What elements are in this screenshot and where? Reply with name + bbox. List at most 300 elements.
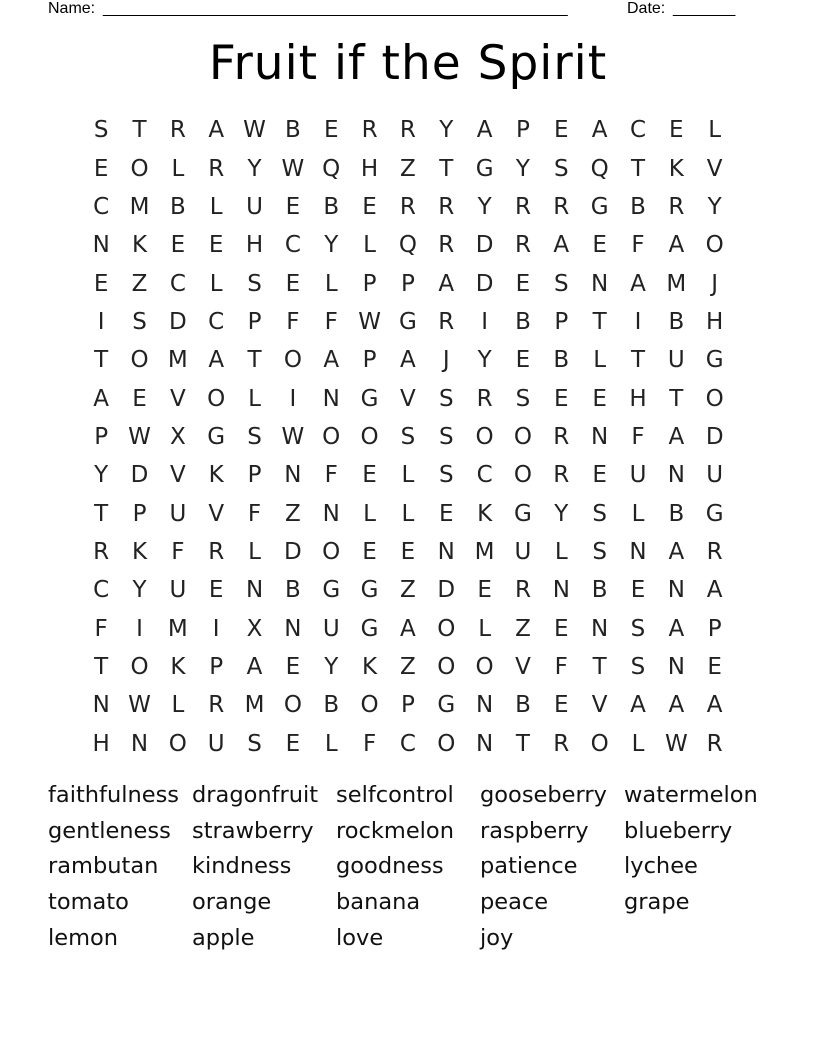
grid-letter[interactable]: R: [93, 538, 110, 565]
grid-letter[interactable]: L: [209, 193, 223, 220]
grid-letter[interactable]: P: [209, 653, 224, 680]
grid-letter[interactable]: V: [208, 500, 225, 527]
grid-letter[interactable]: O: [322, 538, 341, 565]
grid-letter[interactable]: B: [668, 500, 685, 527]
grid-letter[interactable]: B: [591, 577, 608, 604]
grid-letter[interactable]: E: [285, 730, 301, 757]
grid-letter[interactable]: H: [360, 155, 379, 182]
grid-letter[interactable]: O: [360, 692, 379, 719]
grid-letter[interactable]: Y: [515, 155, 530, 182]
grid-letter[interactable]: Y: [94, 462, 109, 489]
grid-letter[interactable]: V: [169, 462, 186, 489]
grid-letter[interactable]: L: [324, 270, 338, 297]
grid-letter[interactable]: P: [554, 308, 569, 335]
grid-letter[interactable]: E: [669, 117, 684, 144]
grid-letter[interactable]: I: [481, 308, 488, 335]
grid-letter[interactable]: N: [284, 615, 302, 642]
grid-letter[interactable]: U: [706, 462, 724, 489]
word-bank-item: gentleness: [48, 817, 171, 844]
grid-letter[interactable]: E: [554, 385, 569, 412]
grid-letter[interactable]: G: [399, 308, 417, 335]
grid-letter[interactable]: R: [514, 577, 531, 604]
grid-letter[interactable]: T: [94, 347, 109, 374]
grid-letter[interactable]: T: [132, 117, 147, 144]
grid-letter[interactable]: B: [553, 347, 570, 374]
grid-letter[interactable]: R: [553, 193, 570, 220]
grid-letter[interactable]: N: [667, 653, 685, 680]
grid-letter[interactable]: L: [171, 692, 185, 719]
grid-letter[interactable]: Y: [477, 347, 492, 374]
grid-letter[interactable]: F: [362, 730, 377, 757]
grid-letter[interactable]: O: [360, 423, 379, 450]
grid-letter[interactable]: L: [554, 538, 568, 565]
grid-letter[interactable]: N: [591, 270, 609, 297]
grid-letter[interactable]: R: [706, 730, 723, 757]
grid-letter[interactable]: A: [668, 538, 685, 565]
grid-letter[interactable]: T: [515, 730, 530, 757]
grid-letter[interactable]: W: [281, 155, 305, 182]
grid-letter[interactable]: A: [668, 232, 685, 259]
grid-letter[interactable]: K: [131, 232, 148, 259]
grid-letter[interactable]: R: [514, 232, 531, 259]
grid-letter[interactable]: L: [593, 347, 607, 374]
grid-letter[interactable]: E: [554, 615, 569, 642]
grid-letter[interactable]: K: [668, 155, 684, 182]
grid-letter[interactable]: X: [246, 615, 263, 642]
grid-letter[interactable]: R: [514, 193, 531, 220]
grid-letter[interactable]: V: [591, 692, 608, 719]
word-bank-item: watermelon: [624, 782, 758, 808]
grid-letter[interactable]: E: [592, 232, 607, 259]
grid-letter[interactable]: J: [442, 347, 450, 374]
grid-letter[interactable]: A: [438, 270, 455, 297]
grid-letter[interactable]: T: [669, 385, 684, 412]
grid-letter[interactable]: O: [437, 653, 456, 680]
grid-letter[interactable]: N: [476, 730, 494, 757]
grid-letter[interactable]: N: [322, 500, 340, 527]
grid-letter[interactable]: O: [168, 730, 187, 757]
grid-letter[interactable]: G: [207, 423, 226, 450]
grid-letter[interactable]: B: [668, 308, 685, 335]
grid-letter[interactable]: P: [400, 270, 415, 297]
grid-letter[interactable]: S: [592, 500, 607, 527]
grid-letter[interactable]: B: [630, 193, 646, 220]
grid-letter[interactable]: Q: [398, 232, 417, 259]
grid-letter[interactable]: E: [477, 577, 492, 604]
grid-letter[interactable]: D: [284, 538, 302, 565]
grid-letter[interactable]: E: [362, 462, 377, 489]
grid-letter[interactable]: F: [324, 462, 338, 489]
grid-letter[interactable]: C: [399, 730, 416, 757]
grid-letter[interactable]: A: [706, 577, 723, 604]
grid-letter[interactable]: K: [477, 500, 493, 527]
grid-letter[interactable]: H: [629, 385, 647, 412]
grid-letter[interactable]: A: [246, 653, 263, 680]
grid-letter[interactable]: L: [248, 538, 261, 565]
grid-letter[interactable]: Y: [132, 577, 147, 604]
grid-letter[interactable]: B: [169, 193, 186, 220]
grid-letter[interactable]: G: [705, 500, 724, 527]
grid-letter[interactable]: R: [668, 193, 685, 220]
grid-letter[interactable]: K: [170, 653, 186, 680]
grid-letter[interactable]: A: [630, 692, 646, 719]
grid-letter[interactable]: E: [515, 270, 531, 297]
grid-letter[interactable]: Z: [515, 615, 531, 642]
grid-letter[interactable]: O: [130, 155, 149, 182]
grid-letter[interactable]: E: [208, 232, 224, 259]
grid-letter[interactable]: A: [400, 615, 416, 642]
grid-letter[interactable]: L: [363, 500, 376, 527]
grid-letter[interactable]: M: [167, 615, 188, 642]
grid-letter[interactable]: A: [668, 692, 685, 719]
grid-letter[interactable]: O: [207, 385, 226, 412]
grid-letter[interactable]: C: [208, 308, 225, 335]
grid-letter[interactable]: W: [243, 117, 266, 144]
grid-letter[interactable]: M: [474, 538, 495, 565]
grid-letter[interactable]: I: [97, 308, 105, 335]
grid-letter[interactable]: S: [132, 308, 147, 335]
grid-letter[interactable]: U: [169, 577, 187, 604]
grid-letter[interactable]: S: [438, 462, 454, 489]
grid-letter[interactable]: T: [592, 653, 607, 680]
grid-letter[interactable]: A: [208, 347, 225, 374]
grid-letter[interactable]: D: [130, 462, 149, 489]
grid-letter[interactable]: S: [438, 385, 454, 412]
grid-letter[interactable]: P: [132, 500, 147, 527]
grid-letter[interactable]: P: [247, 308, 262, 335]
grid-letter[interactable]: R: [208, 538, 225, 565]
grid-letter[interactable]: E: [592, 462, 607, 489]
grid-letter[interactable]: N: [552, 577, 570, 604]
grid-letter[interactable]: F: [631, 423, 645, 450]
grid-letter[interactable]: E: [285, 270, 301, 297]
grid-letter[interactable]: K: [362, 653, 378, 680]
grid-letter[interactable]: S: [400, 423, 416, 450]
grid-letter[interactable]: R: [706, 538, 723, 565]
grid-letter[interactable]: F: [247, 500, 262, 527]
grid-letter[interactable]: G: [437, 692, 456, 719]
grid-letter[interactable]: R: [553, 730, 570, 757]
word-bank-item: apple: [192, 924, 255, 951]
grid-letter[interactable]: I: [212, 615, 220, 642]
grid-letter[interactable]: O: [513, 423, 532, 450]
grid-letter[interactable]: U: [629, 462, 647, 489]
grid-letter[interactable]: Q: [322, 155, 341, 182]
grid-letter[interactable]: L: [708, 117, 722, 144]
grid-letter[interactable]: A: [591, 117, 608, 144]
grid-letter[interactable]: N: [322, 385, 340, 412]
grid-letter[interactable]: Q: [590, 155, 609, 182]
grid-letter[interactable]: V: [515, 653, 531, 680]
grid-letter[interactable]: N: [667, 462, 685, 489]
grid-letter[interactable]: B: [285, 577, 301, 604]
grid-letter[interactable]: T: [592, 308, 607, 335]
grid-letter[interactable]: D: [705, 423, 724, 450]
grid-letter[interactable]: Y: [477, 193, 492, 220]
grid-letter[interactable]: E: [554, 692, 569, 719]
grid-letter[interactable]: R: [361, 117, 378, 144]
grid-letter[interactable]: F: [554, 653, 568, 680]
grid-letter[interactable]: S: [553, 155, 569, 182]
grid-letter[interactable]: E: [285, 653, 301, 680]
grid-letter[interactable]: M: [129, 193, 150, 220]
grid-letter[interactable]: L: [401, 462, 415, 489]
grid-letter[interactable]: E: [323, 117, 339, 144]
grid-letter[interactable]: N: [92, 692, 110, 719]
grid-letter[interactable]: A: [208, 117, 225, 144]
grid-letter[interactable]: E: [362, 193, 377, 220]
grid-letter[interactable]: C: [169, 270, 186, 297]
grid-letter[interactable]: O: [590, 730, 609, 757]
grid-letter[interactable]: L: [363, 232, 376, 259]
grid-letter[interactable]: D: [169, 308, 187, 335]
grid-letter[interactable]: B: [515, 692, 531, 719]
grid-letter[interactable]: E: [438, 500, 454, 527]
grid-letter[interactable]: O: [437, 615, 456, 642]
grid-letter[interactable]: O: [130, 653, 149, 680]
grid-letter[interactable]: P: [362, 270, 377, 297]
grid-letter[interactable]: L: [631, 730, 645, 757]
grid-letter[interactable]: G: [322, 577, 341, 604]
grid-letter[interactable]: N: [245, 577, 264, 604]
grid-letter[interactable]: X: [169, 423, 186, 450]
grid-letter[interactable]: E: [132, 385, 147, 412]
grid-letter[interactable]: T: [630, 347, 646, 374]
grid-letter[interactable]: U: [246, 193, 263, 220]
grid-letter[interactable]: S: [553, 270, 569, 297]
grid-letter[interactable]: S: [247, 423, 262, 450]
grid-letter[interactable]: E: [285, 193, 301, 220]
grid-letter[interactable]: M: [167, 347, 188, 374]
grid-letter[interactable]: I: [634, 308, 642, 335]
grid-letter[interactable]: A: [630, 270, 646, 297]
grid-letter[interactable]: A: [476, 117, 493, 144]
grid-letter[interactable]: N: [92, 232, 110, 259]
grid-letter[interactable]: U: [667, 347, 685, 374]
grid-letter[interactable]: E: [208, 577, 224, 604]
grid-letter[interactable]: A: [93, 385, 110, 412]
grid-letter[interactable]: N: [591, 423, 609, 450]
grid-letter[interactable]: C: [476, 462, 493, 489]
grid-letter[interactable]: B: [323, 692, 340, 719]
grid-letter[interactable]: F: [631, 232, 645, 259]
grid-letter[interactable]: Y: [439, 117, 454, 144]
grid-letter[interactable]: E: [554, 117, 569, 144]
grid-letter[interactable]: U: [169, 500, 187, 527]
grid-letter[interactable]: D: [475, 232, 494, 259]
grid-letter[interactable]: P: [247, 462, 262, 489]
grid-letter[interactable]: S: [630, 615, 646, 642]
grid-letter[interactable]: B: [323, 193, 340, 220]
grid-letter[interactable]: E: [592, 385, 607, 412]
grid-letter[interactable]: E: [362, 538, 377, 565]
grid-letter[interactable]: S: [592, 538, 607, 565]
grid-letter[interactable]: Z: [400, 577, 416, 604]
grid-letter[interactable]: O: [130, 347, 149, 374]
grid-letter[interactable]: U: [514, 538, 532, 565]
grid-letter[interactable]: L: [209, 270, 223, 297]
grid-letter[interactable]: G: [590, 193, 609, 220]
grid-letter[interactable]: S: [630, 653, 646, 680]
grid-letter[interactable]: N: [284, 462, 302, 489]
grid-letter[interactable]: R: [208, 155, 225, 182]
grid-letter[interactable]: D: [475, 270, 494, 297]
grid-letter[interactable]: A: [400, 347, 416, 374]
grid-letter[interactable]: C: [93, 577, 110, 604]
grid-letter[interactable]: Z: [131, 270, 148, 297]
grid-letter[interactable]: U: [322, 615, 340, 642]
grid-letter[interactable]: F: [94, 615, 108, 642]
grid-letter[interactable]: R: [399, 193, 416, 220]
grid-letter[interactable]: L: [631, 500, 645, 527]
grid-letter[interactable]: R: [169, 117, 186, 144]
grid-letter[interactable]: R: [438, 308, 455, 335]
grid-letter[interactable]: E: [93, 270, 109, 297]
grid-letter[interactable]: M: [666, 270, 687, 297]
grid-letter[interactable]: A: [668, 615, 685, 642]
grid-letter[interactable]: N: [591, 615, 609, 642]
grid-letter[interactable]: T: [94, 500, 109, 527]
grid-letter[interactable]: Y: [247, 155, 262, 182]
grid-letter[interactable]: R: [399, 117, 416, 144]
grid-letter[interactable]: R: [476, 385, 493, 412]
grid-letter[interactable]: H: [92, 730, 110, 757]
grid-letter[interactable]: E: [707, 653, 722, 680]
grid-letter[interactable]: O: [437, 730, 456, 757]
grid-letter[interactable]: G: [475, 155, 494, 182]
grid-letter[interactable]: A: [323, 347, 340, 374]
word-search-grid[interactable]: [82, 111, 734, 763]
grid-letter[interactable]: V: [400, 385, 416, 412]
grid-letter[interactable]: O: [283, 692, 302, 719]
grid-letter[interactable]: F: [171, 538, 185, 565]
word-bank-item: rockmelon: [336, 817, 454, 844]
grid-letter[interactable]: L: [478, 615, 492, 642]
grid-letter[interactable]: U: [207, 730, 225, 757]
grid-letter[interactable]: N: [629, 538, 647, 565]
grid-letter[interactable]: S: [247, 270, 262, 297]
grid-letter[interactable]: K: [208, 462, 224, 489]
grid-letter[interactable]: S: [438, 423, 454, 450]
grid-letter[interactable]: E: [515, 347, 531, 374]
grid-letter[interactable]: O: [475, 423, 494, 450]
word-bank-item: lychee: [624, 853, 698, 880]
grid-letter[interactable]: E: [630, 577, 646, 604]
grid-letter[interactable]: G: [514, 500, 532, 527]
grid-letter[interactable]: G: [360, 385, 379, 412]
grid-letter[interactable]: O: [283, 347, 302, 374]
grid-letter[interactable]: A: [706, 692, 723, 719]
grid-letter[interactable]: A: [668, 423, 685, 450]
grid-letter[interactable]: K: [131, 538, 148, 565]
grid-letter[interactable]: Y: [707, 193, 722, 220]
grid-letter[interactable]: E: [400, 538, 416, 565]
grid-letter[interactable]: G: [360, 615, 379, 642]
grid-letter[interactable]: R: [553, 462, 570, 489]
grid-letter[interactable]: L: [324, 730, 338, 757]
grid-letter[interactable]: O: [705, 232, 724, 259]
grid-letter[interactable]: P: [94, 423, 109, 450]
grid-letter[interactable]: G: [705, 347, 724, 374]
grid-letter[interactable]: N: [476, 692, 494, 719]
grid-letter[interactable]: Y: [324, 653, 339, 680]
grid-letter[interactable]: C: [629, 117, 647, 144]
grid-letter[interactable]: W: [128, 423, 151, 450]
grid-letter[interactable]: E: [170, 232, 186, 259]
grid-letter[interactable]: O: [322, 423, 341, 450]
grid-letter[interactable]: P: [400, 692, 415, 719]
grid-letter[interactable]: O: [705, 385, 724, 412]
grid-letter[interactable]: N: [437, 538, 455, 565]
grid-letter[interactable]: V: [169, 385, 186, 412]
name-field-line[interactable]: ______________________________________________________: [103, 0, 568, 17]
grid-letter[interactable]: T: [439, 155, 454, 182]
grid-letter[interactable]: R: [438, 193, 455, 220]
word-bank: [48, 778, 768, 956]
grid-letter[interactable]: F: [324, 308, 338, 335]
grid-letter[interactable]: F: [286, 308, 300, 335]
grid-letter[interactable]: W: [281, 423, 305, 450]
grid-letter[interactable]: P: [516, 117, 530, 144]
grid-letter[interactable]: Z: [400, 155, 416, 182]
grid-letter[interactable]: T: [94, 653, 109, 680]
grid-letter[interactable]: I: [136, 615, 143, 642]
grid-letter[interactable]: C: [93, 193, 110, 220]
grid-letter[interactable]: Y: [554, 500, 569, 527]
grid-letter[interactable]: W: [128, 692, 151, 719]
date-field-line[interactable]: _______: [673, 0, 736, 17]
grid-letter[interactable]: D: [437, 577, 456, 604]
grid-letter[interactable]: Z: [285, 500, 301, 527]
grid-letter[interactable]: R: [438, 232, 455, 259]
grid-letter[interactable]: N: [667, 577, 685, 604]
grid-letter[interactable]: J: [711, 270, 719, 297]
grid-letter[interactable]: C: [284, 232, 301, 259]
grid-letter[interactable]: N: [130, 730, 149, 757]
grid-letter[interactable]: L: [401, 500, 415, 527]
grid-letter[interactable]: G: [360, 577, 379, 604]
grid-letter[interactable]: Y: [324, 232, 339, 259]
grid-letter[interactable]: P: [707, 615, 722, 642]
grid-letter[interactable]: O: [475, 653, 494, 680]
grid-letter[interactable]: I: [289, 385, 297, 412]
grid-letter[interactable]: W: [358, 308, 381, 335]
grid-letter[interactable]: P: [362, 347, 377, 374]
grid-letter[interactable]: W: [664, 730, 688, 757]
grid-letter[interactable]: R: [553, 423, 570, 450]
grid-letter[interactable]: B: [515, 308, 531, 335]
word-bank-item: strawberry: [192, 817, 314, 844]
grid-letter[interactable]: M: [244, 692, 265, 719]
grid-letter[interactable]: S: [93, 117, 109, 144]
grid-letter[interactable]: B: [285, 117, 301, 144]
grid-letter[interactable]: H: [245, 232, 264, 259]
grid-letter[interactable]: R: [208, 692, 225, 719]
grid-letter[interactable]: L: [248, 385, 261, 412]
grid-letter[interactable]: A: [553, 232, 570, 259]
grid-letter[interactable]: O: [513, 462, 532, 489]
grid-letter[interactable]: S: [515, 385, 531, 412]
grid-letter[interactable]: S: [247, 730, 262, 757]
grid-letter[interactable]: H: [706, 308, 724, 335]
word-bank-item: tomato: [48, 889, 129, 916]
grid-letter[interactable]: Z: [400, 653, 416, 680]
grid-letter[interactable]: E: [93, 155, 109, 182]
grid-letter[interactable]: L: [171, 155, 185, 182]
grid-letter[interactable]: T: [247, 347, 262, 374]
grid-letter[interactable]: V: [706, 155, 723, 182]
grid-letter[interactable]: T: [630, 155, 646, 182]
